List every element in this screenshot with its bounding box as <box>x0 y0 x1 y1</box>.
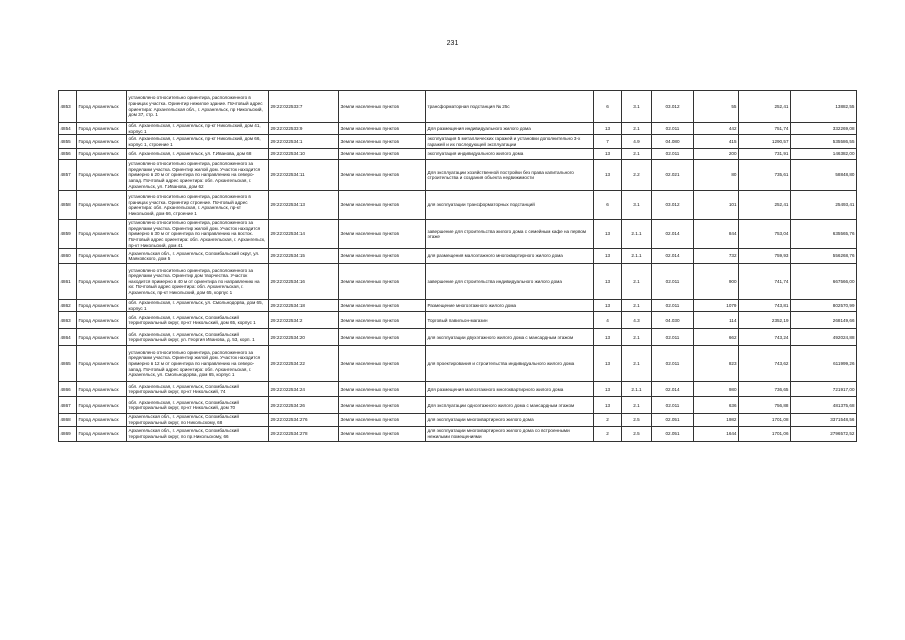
municipality-cell: Город Архангельск <box>77 135 127 149</box>
cadastral-value-cell: 268149,66 <box>791 312 857 329</box>
table-body <box>59 91 857 442</box>
land-category-cell: Земли населенных пунктов <box>339 414 426 426</box>
table-row <box>59 300 857 312</box>
permitted-use-cell: Для эксплуатации одноэтажного жилого дома с мансардным этажом <box>426 397 594 414</box>
cadastral-value-cell: 146382,00 <box>791 149 857 160</box>
table-row <box>59 220 857 249</box>
use-index-cell: 3.1 <box>622 91 652 123</box>
use-kind-code-cell: 02.051 <box>652 414 694 426</box>
land-category-cell: Земли населенных пунктов <box>339 346 426 382</box>
land-category-cell: Земли населенных пунктов <box>339 249 426 264</box>
municipality-cell: Город Архангельск <box>77 346 127 382</box>
use-index-cell: 3.1 <box>622 191 652 220</box>
group-code-cell: 13 <box>594 220 622 249</box>
cadastral-value-cell: 332269,08 <box>791 123 857 135</box>
permitted-use-cell: эксплуатация индивидуального жилого дома <box>426 149 594 160</box>
cadastral-value-cell: 556268,76 <box>791 249 857 264</box>
specific-value-cell: 731,91 <box>739 149 791 160</box>
area-cell: 662 <box>694 329 739 346</box>
group-code-cell: 13 <box>594 264 622 300</box>
table-row <box>59 91 857 123</box>
location-description-cell: установлено относительно ориентира, расположенного за пределами участка. Ориентир жилой дом. Участок находится примерно в 12 м от ориентира по направлению на северо-запад. Почтовый адрес ориентира: обл. Архангельская, г. Архангельск, ул. Смольнодорва, дом 65, корпус 1 <box>127 346 269 382</box>
group-code-cell: 13 <box>594 300 622 312</box>
location-description-cell: обл. Архангельская, г. Архангельск, Соломбальский территориальный округ, пр-кт Никольский, дом 65, корпус 1 <box>127 312 269 329</box>
use-index-cell: 2.1.1 <box>622 220 652 249</box>
row-number: 4869 <box>59 426 77 441</box>
cadastral-value-table <box>58 90 857 442</box>
cadastral-number-cell: 29:22:022534:13 <box>269 191 339 220</box>
group-code-cell: 13 <box>594 382 622 397</box>
permitted-use-cell: для эксплуатации многоквартирного жилого дома со встроенными нежилыми помещениями <box>426 426 594 441</box>
use-kind-code-cell: 02.014 <box>652 249 694 264</box>
land-category-cell: Земли населенных пунктов <box>339 91 426 123</box>
table-row <box>59 414 857 426</box>
location-description-cell: обл. Архангельская, г. Архангельск, пр-кт Никольский, дом 66, корпус 1, строение 1 <box>127 135 269 149</box>
land-category-cell: Земли населенных пунктов <box>339 264 426 300</box>
cadastral-value-cell: 25493,41 <box>791 191 857 220</box>
permitted-use-cell: Торговый павильон-магазин <box>426 312 594 329</box>
location-description-cell: обл. Архангельская, г. Архангельск, Соломбальский территориальный округ, пр-кт Никольский, 74 <box>127 382 269 397</box>
use-index-cell: 2.5 <box>622 426 652 441</box>
table-row <box>59 160 857 191</box>
location-description-cell: установлено относительно ориентира, расположенного в границах участка. Ориентир нежилое здание. Почтовый адрес ориентира: Архангельская обл., г. Архангельск, пр Никольский, дом 37, стр. 1 <box>127 91 269 123</box>
row-number: 4868 <box>59 414 77 426</box>
cadastral-value-cell: 492024,88 <box>791 329 857 346</box>
row-number: 4862 <box>59 300 77 312</box>
row-number: 4856 <box>59 149 77 160</box>
cadastral-number-cell: 29:22:022534:26 <box>269 397 339 414</box>
group-code-cell: 13 <box>594 346 622 382</box>
area-cell: 114 <box>694 312 739 329</box>
use-kind-code-cell: 03.012 <box>652 91 694 123</box>
permitted-use-cell: для эксплуатации многоквартирного жилого дома <box>426 414 594 426</box>
municipality-cell: Город Архангельск <box>77 426 127 441</box>
land-category-cell: Земли населенных пунктов <box>339 300 426 312</box>
municipality-cell: Город Архангельск <box>77 91 127 123</box>
cadastral-number-cell: 29:22:022534:2 <box>269 312 339 329</box>
area-cell: 636 <box>694 397 739 414</box>
land-category-cell: Земли населенных пунктов <box>339 135 426 149</box>
cadastral-value-cell: 611999,26 <box>791 346 857 382</box>
row-number: 4867 <box>59 397 77 414</box>
row-number: 4855 <box>59 135 77 149</box>
group-code-cell: 4 <box>594 312 622 329</box>
row-number: 4859 <box>59 220 77 249</box>
specific-value-cell: 759,93 <box>739 249 791 264</box>
area-cell: 200 <box>694 149 739 160</box>
cadastral-number-cell: 29:22:022534:20 <box>269 329 339 346</box>
use-index-cell: 2.2 <box>622 160 652 191</box>
land-category-cell: Земли населенных пунктов <box>339 191 426 220</box>
cadastral-number-cell: 29:22:022534:24 <box>269 382 339 397</box>
land-category-cell: Земли населенных пунктов <box>339 160 426 191</box>
table-row <box>59 329 857 346</box>
land-category-cell: Земли населенных пунктов <box>339 123 426 135</box>
municipality-cell: Город Архангельск <box>77 397 127 414</box>
cadastral-value-cell: 2796572,52 <box>791 426 857 441</box>
cadastral-value-cell: 58848,80 <box>791 160 857 191</box>
municipality-cell: Город Архангельск <box>77 160 127 191</box>
location-description-cell: Архангельская обл., г. Архангельск, Соломбальский территориальный округ, по Никольскому, 68 <box>127 414 269 426</box>
use-kind-code-cell: 02.011 <box>652 149 694 160</box>
cadastral-number-cell: 29:22:022534:14 <box>269 220 339 249</box>
row-number: 4854 <box>59 123 77 135</box>
location-description-cell: обл. Архангельская, г. Архангельск, Соломбальский территориальный округ, ул. Георгия Иванова, д. 53, корп. 1 <box>127 329 269 346</box>
group-code-cell: 13 <box>594 123 622 135</box>
cadastral-number-cell: 29:22:022534:278 <box>269 426 339 441</box>
table-row <box>59 135 857 149</box>
location-description-cell: обл. Архангельская, г. Архангельск, ул. Г.Иванова, дом 68 <box>127 149 269 160</box>
specific-value-cell: 751,74 <box>739 123 791 135</box>
cadastral-number-cell: 29:22:022534:10 <box>269 149 339 160</box>
use-index-cell: 2.1 <box>622 123 652 135</box>
specific-value-cell: 1290,57 <box>739 135 791 149</box>
row-number: 4858 <box>59 191 77 220</box>
municipality-cell: Город Архангельск <box>77 249 127 264</box>
area-cell: 980 <box>694 382 739 397</box>
permitted-use-cell: для эксплуатации трансформаторных подстанций <box>426 191 594 220</box>
specific-value-cell: 735,61 <box>739 160 791 191</box>
use-index-cell: 2.1 <box>622 397 652 414</box>
cadastral-number-cell: 29:22:022534:11 <box>269 160 339 191</box>
area-cell: 823 <box>694 346 739 382</box>
land-category-cell: Земли населенных пунктов <box>339 329 426 346</box>
cadastral-value-cell: 3371548,56 <box>791 414 857 426</box>
location-description-cell: обл. Архангельская, г. Архангельск, Соломбальский территориальный округ, пр-кт Никольский, дом 70 <box>127 397 269 414</box>
municipality-cell: Город Архангельск <box>77 191 127 220</box>
use-kind-code-cell: 02.014 <box>652 220 694 249</box>
cadastral-number-cell: 29:22:022534:15 <box>269 249 339 264</box>
area-cell: 1644 <box>694 426 739 441</box>
row-number: 4857 <box>59 160 77 191</box>
group-code-cell: 13 <box>594 329 622 346</box>
use-kind-code-cell: 02.014 <box>652 382 694 397</box>
table-row <box>59 123 857 135</box>
use-index-cell: 4.9 <box>622 135 652 149</box>
row-number: 4866 <box>59 382 77 397</box>
cadastral-number-cell: 29:22:022534:22 <box>269 346 339 382</box>
table-row <box>59 426 857 441</box>
specific-value-cell: 753,04 <box>739 220 791 249</box>
area-cell: 1079 <box>694 300 739 312</box>
municipality-cell: Город Архангельск <box>77 149 127 160</box>
cadastral-number-cell: 29:22:022534:16 <box>269 264 339 300</box>
table-row <box>59 264 857 300</box>
table-row <box>59 397 857 414</box>
table-row <box>59 149 857 160</box>
row-number: 4860 <box>59 249 77 264</box>
specific-value-cell: 756,88 <box>739 397 791 414</box>
specific-value-cell: 252,41 <box>739 91 791 123</box>
area-cell: 415 <box>694 135 739 149</box>
municipality-cell: Город Архангельск <box>77 220 127 249</box>
table-row <box>59 312 857 329</box>
table-row <box>59 249 857 264</box>
cadastral-value-cell: 667566,00 <box>791 264 857 300</box>
municipality-cell: Город Архангельск <box>77 329 127 346</box>
use-index-cell: 4.3 <box>622 312 652 329</box>
area-cell: 55 <box>694 91 739 123</box>
table-row <box>59 382 857 397</box>
use-kind-code-cell: 03.012 <box>652 191 694 220</box>
location-description-cell: обл. Архангельская, г. Архангельск, ул. Смольнодорва, дом 65, корпус 1 <box>127 300 269 312</box>
specific-value-cell: 1701,06 <box>739 426 791 441</box>
use-kind-code-cell: 04.080 <box>652 135 694 149</box>
group-code-cell: 6 <box>594 91 622 123</box>
group-code-cell: 13 <box>594 160 622 191</box>
use-kind-code-cell: 02.021 <box>652 160 694 191</box>
use-kind-code-cell: 02.011 <box>652 300 694 312</box>
area-cell: 732 <box>694 249 739 264</box>
specific-value-cell: 743,24 <box>739 329 791 346</box>
page-number: 231 <box>446 40 459 47</box>
use-kind-code-cell: 02.011 <box>652 346 694 382</box>
location-description-cell: установлено относительно ориентира, расположенного в границах участка. Ориентир строение. Почтовый адрес ориентира: обл. Архангельская, г. Архангельск, пр-кт Никольский, дом 66, строение 1 <box>127 191 269 220</box>
location-description-cell: обл. Архангельская, г. Архангельск, пр-кт Никольский, дом 41, корпус 1 <box>127 123 269 135</box>
permitted-use-cell: для эксплуатации двухэтажного жилого дома с мансардным этажом <box>426 329 594 346</box>
use-index-cell: 2.1 <box>622 329 652 346</box>
municipality-cell: Город Архангельск <box>77 414 127 426</box>
row-number: 4864 <box>59 329 77 346</box>
permitted-use-cell: трансформаторная подстанция № 25с <box>426 91 594 123</box>
land-category-cell: Земли населенных пунктов <box>339 382 426 397</box>
group-code-cell: 6 <box>594 191 622 220</box>
table-row <box>59 191 857 220</box>
cadastral-number-cell: 29:22:022534:18 <box>269 300 339 312</box>
municipality-cell: Город Архангельск <box>77 300 127 312</box>
use-index-cell: 2.1.1 <box>622 382 652 397</box>
group-code-cell: 2 <box>594 414 622 426</box>
location-description-cell: установлено относительно ориентира, расположенного за пределами участка. Ориентир жилой дом. Участок находится примерно в 20 м от ориентира по направлению на северо-запад. Почтовый адрес ориентира: обл. Архангельская, г. Архангельск, ул. Г.Иванова, дом 62 <box>127 160 269 191</box>
specific-value-cell: 1701,08 <box>739 414 791 426</box>
group-code-cell: 7 <box>594 135 622 149</box>
group-code-cell: 13 <box>594 397 622 414</box>
specific-value-cell: 252,41 <box>739 191 791 220</box>
use-index-cell: 2.1 <box>622 149 652 160</box>
row-number: 4863 <box>59 312 77 329</box>
specific-value-cell: 2352,19 <box>739 312 791 329</box>
row-number: 4861 <box>59 264 77 300</box>
area-cell: 80 <box>694 160 739 191</box>
cadastral-value-cell: 635565,76 <box>791 220 857 249</box>
use-index-cell: 2.1 <box>622 346 652 382</box>
cadastral-number-cell: 29:22:022534:276 <box>269 414 339 426</box>
row-number: 4865 <box>59 346 77 382</box>
land-category-cell: Земли населенных пунктов <box>339 220 426 249</box>
location-description-cell: Архангельская обл., г. Архангельск, Соломбальский территориальный округ, по пр.Никольскому, 66 <box>127 426 269 441</box>
municipality-cell: Город Архангельск <box>77 382 127 397</box>
permitted-use-cell: эксплуатация 5 металлических гаражей и установки дополнительно 3-х гаражей и их последующей эксплуатации <box>426 135 594 149</box>
cadastral-value-cell: 481375,68 <box>791 397 857 414</box>
specific-value-cell: 741,74 <box>739 264 791 300</box>
land-category-cell: Земли населенных пунктов <box>339 397 426 414</box>
cadastral-value-cell: 13882,55 <box>791 91 857 123</box>
use-kind-code-cell: 02.011 <box>652 329 694 346</box>
area-cell: 900 <box>694 264 739 300</box>
use-kind-code-cell: 02.011 <box>652 397 694 414</box>
area-cell: 442 <box>694 123 739 135</box>
permitted-use-cell: для проектирования и строительства индивидуального жилого дома <box>426 346 594 382</box>
land-category-cell: Земли населенных пунктов <box>339 312 426 329</box>
cadastral-number-cell: 29:22:022533:9 <box>269 123 339 135</box>
permitted-use-cell: Для эксплуатации хозяйственной постройки без права капитального строительства и создания объекта недвижимости <box>426 160 594 191</box>
group-code-cell: 2 <box>594 426 622 441</box>
permitted-use-cell: Размещение многоэтажного жилого дома <box>426 300 594 312</box>
location-description-cell: установлено относительно ориентира, расположенного за пределами участка. Ориентир жилой дом. Участок находится примерно в 30 м от ориентира по направлению на восток. Почтовый адрес ориентира: обл. Архангельская, г. Архангельск, пр-кт Никольский, дом 41 <box>127 220 269 249</box>
municipality-cell: Город Архангельск <box>77 264 127 300</box>
cadastral-value-cell: 535586,55 <box>791 135 857 149</box>
specific-value-cell: 743,62 <box>739 346 791 382</box>
use-kind-code-cell: 02.051 <box>652 426 694 441</box>
municipality-cell: Город Архангельск <box>77 312 127 329</box>
cadastral-number-cell: 29:22:022534:1 <box>269 135 339 149</box>
location-description-cell: Архангельская обл., г. Архангельск, Соломбальский округ, ул. Маяковского, дом 5 <box>127 249 269 264</box>
area-cell: 844 <box>694 220 739 249</box>
use-index-cell: 2.1.1 <box>622 249 652 264</box>
use-kind-code-cell: 02.011 <box>652 264 694 300</box>
permitted-use-cell: для размещения малоэтажного многоквартирного жилого дома <box>426 249 594 264</box>
municipality-cell: Город Архангельск <box>77 123 127 135</box>
use-kind-code-cell: 04.030 <box>652 312 694 329</box>
permitted-use-cell: Для размещения малоэтажного многоквартирного жилого дома <box>426 382 594 397</box>
land-category-cell: Земли населенных пунктов <box>339 149 426 160</box>
cadastral-value-cell: 802570,99 <box>791 300 857 312</box>
use-index-cell: 2.5 <box>622 414 652 426</box>
permitted-use-cell: завершение для строительства индивидуального жилого дома <box>426 264 594 300</box>
land-category-cell: Земли населенных пунктов <box>339 426 426 441</box>
area-cell: 1982 <box>694 414 739 426</box>
specific-value-cell: 743,81 <box>739 300 791 312</box>
location-description-cell: установлено относительно ориентира, расположенного за пределами участка. Ориентир дом творчества. Участок находится примерно в 40 м от ориентира по направлению на юг. Почтовый адрес ориентира: обл. Архангельская, г. Архангельск, пр-кт Никольский, дом 65, корпус 1 <box>127 264 269 300</box>
specific-value-cell: 736,65 <box>739 382 791 397</box>
row-number: 4853 <box>59 91 77 123</box>
use-index-cell: 2.1 <box>622 264 652 300</box>
permitted-use-cell: Для размещения индивидуального жилого дома <box>426 123 594 135</box>
group-code-cell: 13 <box>594 249 622 264</box>
cadastral-value-cell: 721917,00 <box>791 382 857 397</box>
group-code-cell: 13 <box>594 149 622 160</box>
table-row <box>59 346 857 382</box>
use-kind-code-cell: 02.011 <box>652 123 694 135</box>
use-index-cell: 2.1 <box>622 300 652 312</box>
cadastral-number-cell: 29:22:022533:7 <box>269 91 339 123</box>
area-cell: 101 <box>694 191 739 220</box>
permitted-use-cell: завершение для строительства жилого дома с семейным кафе на первом этаже <box>426 220 594 249</box>
